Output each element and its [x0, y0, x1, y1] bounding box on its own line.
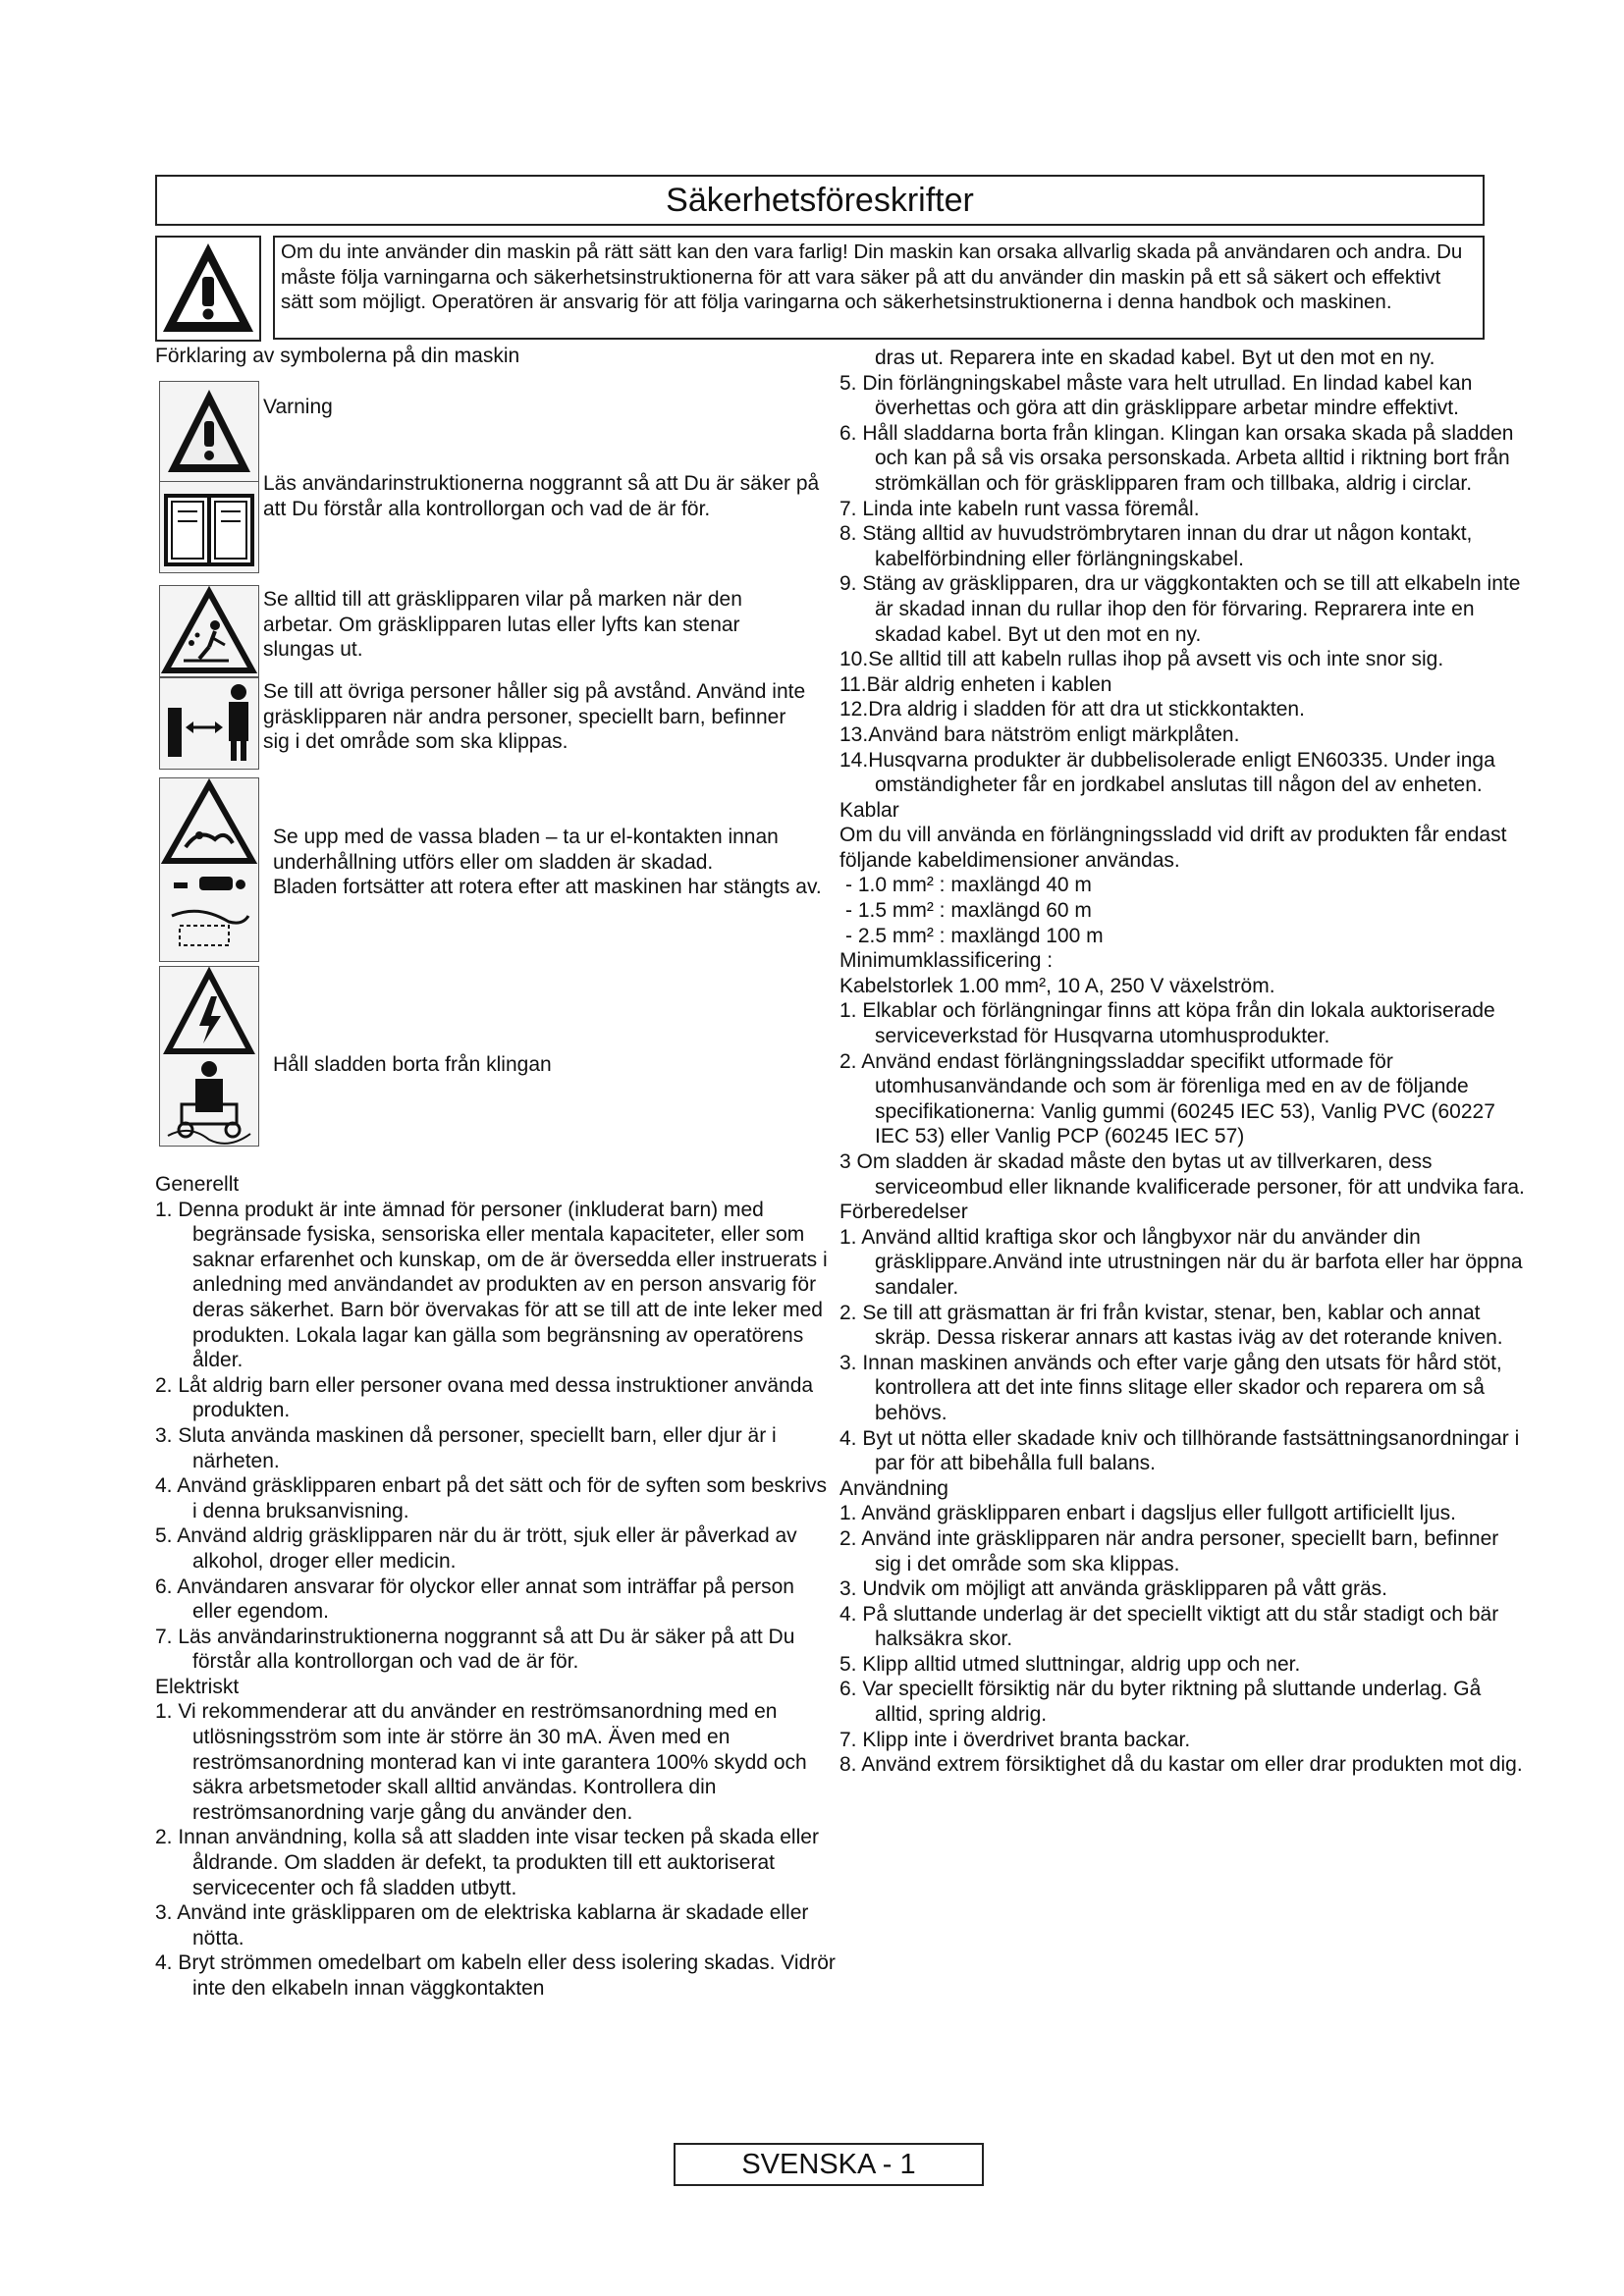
list-item: 8. Stäng alltid av huvudströmbrytaren innan du drar ut någon kontakt, kabelförbindning eller förlängningskabel. [839, 522, 1473, 570]
section-heading-elektriskt: Elektriskt [155, 1675, 240, 1698]
list-item: 7. Läs användarinstruktionerna noggrannt så att Du är säker på att Du förstår alla kontrollorgan och vad de är för. [155, 1625, 795, 1674]
list-item: 5. Använd aldrig gräsklipparen när du är trött, sjuk eller är påverkad av alkohol, droger eller medicin. [155, 1524, 797, 1573]
list-item: 1. Använd alltid kraftiga skor och långbyxor när du använder din gräsklippare.Använd inte utrustningen när du är barfota eller har öppna sandaler. [839, 1225, 1523, 1299]
symbol-text-warning: Varning [263, 396, 333, 418]
list-item: 4. På sluttande underlag är det speciellt viktigt att du står stadigt och bär halksäkra skor. [839, 1602, 1499, 1651]
page-footer [674, 2143, 984, 2186]
list-item: 4. Byt ut nötta eller skadade kniv och tillhörande fastsättningsanordningar i par för att bibehålla full balans. [839, 1426, 1520, 1475]
list-item: 1. Elkablar och förlängningar finns att köpa från din lokala auktoriserade serviceverkstad för Husqvarna utomhusprodukter. [839, 999, 1495, 1048]
symbol-text-cable-hazard: Håll sladden borta från klingan [273, 1053, 552, 1076]
list-item: 6. Användaren ansvarar för olyckor eller annat som inträffar på person eller egendom. [155, 1575, 794, 1624]
cable-hazard-icon [159, 966, 259, 1147]
section-heading-kablar: Kablar [839, 798, 899, 822]
list-item: 8. Använd extrem försiktighet då du kastar om eller drar produkten mot dig. [839, 1753, 1523, 1777]
list-item: 11.Bär aldrig enheten i kablen [839, 672, 1112, 696]
symbol-text-sharp-blades: Se upp med de vassa bladen – ta ur el-kontakten innan underhållning utförs eller om sladden är skadad. Bladen fortsätter att rotera efter att maskinen har stängts av. [273, 826, 822, 899]
list-item: 3. Innan maskinen används och efter varje gång den utsats för hård stöt, kontrollera att det inte finns slitage eller skador och reparera om så behövs. [839, 1351, 1502, 1424]
left-column [155, 1172, 837, 2002]
minimum-heading: Minimumklassificering : [839, 949, 1054, 973]
thrown-objects-icon [159, 585, 259, 677]
list-item: 10.Se alltid till att kabeln rullas ihop på avsett vis och inte snor sig. [839, 648, 1444, 671]
section-heading-forberedelser: Förberedelser [839, 1201, 968, 1224]
list-item: 1. Denna produkt är inte ämnad för personer (inkluderat barn) med begränsade fysiska, sensoriska eller mentala kapaciteter, eller som saknar erfarenhet och kunskap, om de är översedda eller instruerats i anledning med användandet av produkten av en person ansvarig för deras säkerhet. Barn bör övervakas för att se till att de inte leker med produkten. Lokala lagar kan gälla som begränsning av operatörens ålder. [155, 1198, 828, 1372]
list-item: 2. Låt aldrig barn eller personer ovana med dessa instruktioner använda produkten. [155, 1373, 814, 1422]
minimum-text: Kabelstorlek 1.00 mm², 10 A, 250 V växelström. [839, 974, 1275, 997]
list-item: 2. Använd endast förlängningssladdar specifikt utformade för utomhusanvändande och som är förenliga med en av de följande specifikationerna: Vanlig gummi (60245 IEC 53), Vanlig PVC (60227 IEC 53) eller Vanlig PCP (60245 IEC 57) [839, 1049, 1495, 1148]
list-item: 5. Klipp alltid utmed sluttningar, aldrig upp och ner. [839, 1652, 1301, 1676]
right-column [839, 346, 1527, 1778]
list-item: 3. Använd inte gräsklipparen om de elektriska kablarna är skadade eller nötta. [155, 1901, 809, 1949]
list-item: 4. Använd gräsklipparen enbart på det sätt och för de syften som beskrivs i denna bruksanvisning. [155, 1474, 828, 1522]
list-item: 3 Om sladden är skadad måste den bytas ut av tillverkaren, dess serviceombud eller liknande kvalificerade personer, för att undvika fara. [839, 1150, 1525, 1199]
list-item: 9. Stäng av gräsklipparen, dra ur väggkontakten och se till att elkabeln inte är skadad innan du rullar ihop den för förvaring. Reprarera inte en skadad kabel. Byt ut den mot en ny. [839, 572, 1521, 646]
continuation-text: dras ut. Reparera inte en skadad kabel. Byt ut den mot en ny. [875, 347, 1435, 369]
cable-size-item: - 2.5 mm² : maxlängd 100 m [845, 924, 1104, 947]
list-item: 5. Din förlängningskabel måste vara helt utrullad. En lindad kabel kan överhettas och göra att din gräsklippare arbetar mindre effektivt. [839, 371, 1473, 420]
list-item: 6. Var speciellt försiktig när du byter riktning på sluttande underlag. Gå alltid, spring aldrig. [839, 1678, 1482, 1727]
list-item: 3. Sluta använda maskinen då personer, speciellt barn, eller djur är i närheten. [155, 1423, 777, 1472]
list-item: 1. Använd gräsklipparen enbart i dagsljus eller fullgott artificiellt ljus. [839, 1502, 1457, 1525]
list-item: 13.Använd bara nätström enligt märkplåten. [839, 722, 1240, 746]
list-item: 12.Dra aldrig i sladden för att dra ut stickkontakten. [839, 698, 1305, 721]
symbol-text-manual: Läs användarinstruktionerna noggrannt så att Du är säker på att Du förstår alla kontrollorgan och vad de är för. [263, 472, 820, 520]
symbol-text-thrown-objects: Se alltid till att gräsklipparen vilar på marken när den arbetar. Om gräsklipparen lutas eller lyfts kan stenar slungas ut. [263, 588, 742, 662]
keep-distance-icon [159, 677, 259, 770]
list-item: 14.Husqvarna produkter är dubbelisolerade enligt EN60335. Under inga omständigheter får en jordkabel anslutas till någon del av enheten. [839, 748, 1495, 797]
warning-triangle-icon [159, 381, 259, 483]
sharp-blades-icon [159, 777, 259, 962]
list-item: 2. Använd inte gräsklipparen när andra personer, speciellt barn, befinner sig i det område som ska klippas. [839, 1526, 1499, 1575]
symbol-text-keep-distance: Se till att övriga personer håller sig på avstånd. Använd inte gräsklipparen när andra personer, speciellt barn, befinner sig i det område som ska klippas. [263, 680, 806, 754]
page-number: SVENSKA - 1 [741, 2148, 916, 2180]
list-item: 7. Linda inte kabeln runt vassa föremål. [839, 497, 1200, 520]
list-item: 1. Vi rekommenderar att du använder en reströmsanordning med en utlösningsström som inte är större än 30 mA. Även med en reströmsanordning monterad kan vi inte garantera 100% skydd och säkra arbetsmetoder skall alltid användas. Kontrollera din reströmsanordning varje gång du använder den. [155, 1700, 807, 1824]
kablar-intro: Om du vill använda en förlängningssladd vid drift av produkten får endast följande kabeldimensioner användas. [839, 824, 1507, 872]
list-item: 2. Se till att gräsmattan är fri från kvistar, stenar, ben, kablar och annat skräp. Dessa riskerar annars att kastas iväg av det roterande kniven. [839, 1301, 1503, 1350]
page-title [155, 175, 1485, 226]
list-item: 3. Undvik om möjligt att använda gräsklipparen på vått gräs. [839, 1577, 1387, 1601]
list-item: 4. Bryt strömmen omedelbart om kabeln eller dess isolering skadas. Vidrör inte den elkabeln innan väggkontakten [155, 1951, 836, 2000]
warning-triangle-icon [155, 236, 261, 342]
section-heading-generellt: Generellt [155, 1173, 240, 1196]
symbols-heading: Förklaring av symbolerna på din maskin [155, 345, 520, 367]
warning-text: Om du inte använder din maskin på rätt sätt kan den vara farlig! Din maskin kan orsaka allvarlig skada på användaren och andra. Du måste följa varningarna och säkerhetsinstruktionerna för att vara säker på att du använder din maskin på ett så säkert och effektivt sätt som möjligt. Operatören är ansvarig för att följa varingarna och säkerhetsinstruktionerna i denna handbok och maskinen. [273, 236, 1485, 340]
list-item: 6. Håll sladdarna borta från klingan. Klingan kan orsaka skada på sladden och kan på så vis orsaka personskada. Arbeta alltid i riktning bort från strömkällan och för gräsklipparen fram och tillbaka, aldrig i circlar. [839, 421, 1514, 495]
warning-row [155, 236, 1485, 342]
list-item: 2. Innan användning, kolla så att sladden inte visar tecken på skada eller åldrande. Om sladden är defekt, ta produkten till ett auktoriserat servicecenter och få sladden utbytt. [155, 1826, 819, 1899]
list-item: 7. Klipp inte i överdrivet branta backar. [839, 1728, 1191, 1751]
section-heading-anvandning: Användning [839, 1476, 948, 1500]
page-title-text: Säkerhetsföreskrifter [666, 181, 974, 219]
manual-book-icon [159, 481, 259, 573]
cable-size-item: - 1.5 mm² : maxlängd 60 m [845, 899, 1092, 923]
cable-size-item: - 1.0 mm² : maxlängd 40 m [845, 874, 1092, 897]
